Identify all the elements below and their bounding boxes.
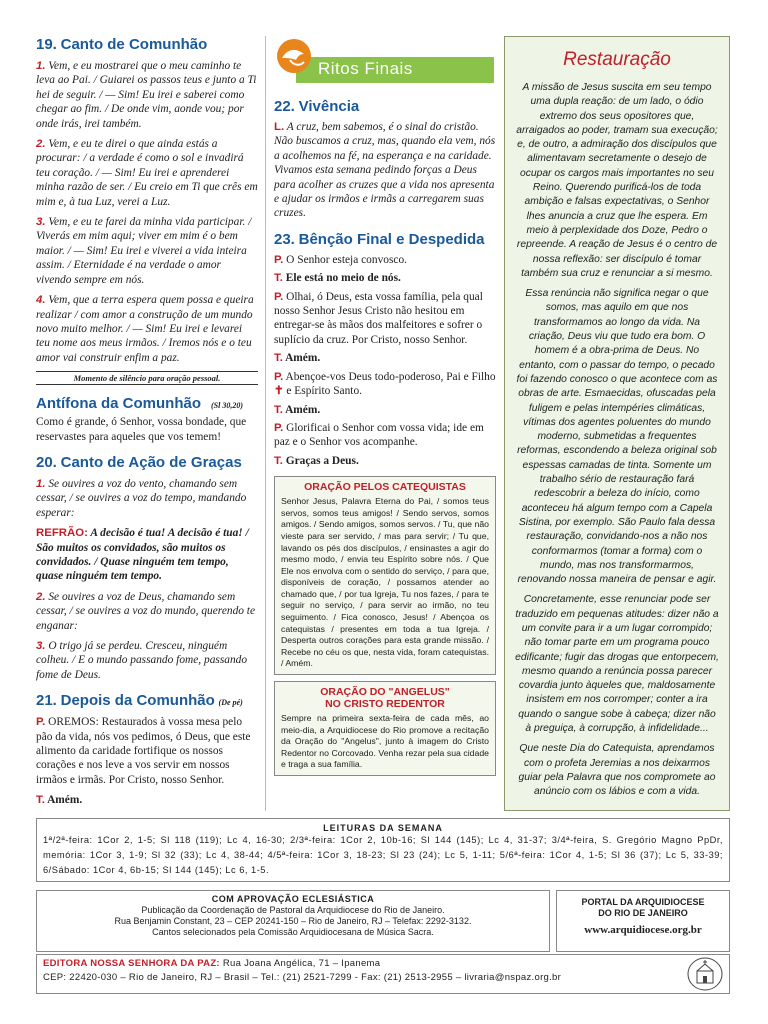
speaker-mark: P. (274, 421, 284, 434)
reflection-text: A cruz, bem sabemos, é o sinal do cristão. Não buscamos a cruz, mas, quando ela vem, nós a acolhemos na fé, na esperança e na caridade. Vivamos esta semana pedindo forças a Deus para acolher as cruzes que a vida nos apresenta e ajudar os irmãos e irmãs a carregarem suas cruzes. (274, 121, 496, 220)
verse-text: O trigo já se perdeu. Cresceu, ninguém colheu. / E o mundo passando fome, passando fome de Deus. (36, 640, 248, 681)
approval-line: Publicação da Coordenação de Pastoral da Arquidiocese do Rio de Janeiro. (141, 905, 445, 915)
line-text: Olhai, ó Deus, esta vossa família, pela qual nosso Senhor Jesus Cristo não hesitou em entregar-se às mãos dos malfeitores e sofrer o suplício da cruz. Por Cristo, nosso Senhor. (274, 290, 483, 346)
banner-bar (296, 57, 494, 83)
verse-text: Vem, que a terra espera quem possa e queira realizar / com amor a construção de um mundo novo muito melhor. / — Sim! Eu irei e levarei teu nome aos meus irmãos. / Iremos nós e o teu amor vai construir enfim a paz. (36, 294, 254, 364)
readings-text: 1ª/2ª-feira: 1Cor 2, 1-5; Sl 118 (119); Lc 4, 16-30; 2/3ª-feira: 1Cor 2, 10b-16; Sl 144 (145); Lc 4, 31-37; 3/4ª-feira, S. Gregório Magno PpDr, memória: 1Cor 3, 1-9; Sl 32 (33); Lc 4, 38-44; 4/5ª-feira: 1Cor 3, 18-23; Sl 23 (24); Lc 5, 1-11; 5/6ª-feira: 1Cor 4, 1-5; Sl 36 (37); Lc 5, 33-39; 6/Sábado: 1Cor 4, 6b-15; Sl 144 (145); Lc 6, 1-5. (43, 835, 723, 875)
publisher-address: Rua Joana Angélica, 71 – Ipanema (222, 958, 381, 969)
portal-line: DO RIO DE JANEIRO (598, 908, 688, 918)
dialogue-line (274, 290, 496, 348)
verse-number: 2. (36, 590, 46, 603)
line-text: Abençoe-vos Deus todo-poderoso, Pai e Filho (285, 370, 496, 383)
paragraph: A missão de Jesus suscita em seu tempo uma dupla reação: de um lado, o ódio extremo dos seus opositores que, arraigados ao poder, tramam sua execução; e, de outro, a admiração dos discípulos que alimentavam secretamente o desejo de ocupar os cargos mais importantes no seu Reino. Querendo purificá-los de toda ambição e falsas expectativas, o Senhor lhes anuncia a cruz que lhe espera. Em meio à perplexidade dos Doze, Pedro o repreende. A reação de Jesus é o centro de nossa reflexão: ser discípulo é tomar também sua cruz e renunciar a si mesmo. (516, 82, 718, 279)
approval-box (36, 890, 550, 952)
speaker-mark: T. (274, 352, 283, 365)
paragraph: Concretamente, esse renunciar pode ser traduzido em pequenas atitudes: dizer não a um convite para ir a um lugar corrompido; não tomar parte em um programa pouco edificante; fugir das drogas que entorpecem, mesmo quando a renúncia possa parecer covardia junto àqueles que, maldosamente insistem em nos corromper; conter a ira quando o sangue sobe à cabeça; dizer não à preguiça, à corrupção, à infidelidade... (515, 594, 719, 735)
section-title: Vivência (298, 98, 360, 115)
speaker-mark: P. (274, 370, 284, 383)
cross-icon: ✝ (274, 385, 284, 398)
approval-line: Cantos selecionados pela Comissão Arquidiocesana de Música Sacra. (152, 927, 434, 937)
response-text: Amém. (47, 794, 83, 807)
verse-3 (36, 215, 258, 287)
prayer-catechists-box (274, 476, 496, 675)
line-text-tail: e Espírito Santo. (286, 385, 363, 398)
speaker-mark: L. (274, 121, 285, 133)
angelus-box (274, 681, 496, 776)
antifona-title: Antífona da Comunhão (36, 395, 201, 413)
portal-box (556, 890, 730, 952)
section-title: Depois da Comunhão (60, 692, 215, 710)
dialogue-line (274, 403, 496, 417)
verse-2 (36, 137, 258, 209)
verse-number: 1. (36, 60, 46, 72)
section-23-heading (274, 231, 496, 249)
antifona-text: Como é grande, ó Senhor, vossa bondade, que reservastes para aqueles que vos temem! (36, 416, 247, 443)
readings-title: LEITURAS DA SEMANA (323, 823, 443, 833)
section-20-heading (36, 454, 258, 472)
refrain-text: A decisão é tua! A decisão é tua! / São muitos os convidados, são muitos os convidados. / Quase ninguém tem tempo, quase ninguém tem tempo. (36, 527, 249, 583)
verse-number: 2. (36, 138, 46, 151)
line-text: Ele está no meio de nós. (285, 272, 401, 285)
section-title: Bênção Final e Despedida (298, 230, 485, 248)
section-number: 21. (36, 692, 57, 710)
verse-text: Se ouvires a voz de Deus, chamando sem cessar, / se ouvires a voz do mundo, querendo te enganar: (36, 590, 256, 632)
section-ref: (De pé) (218, 698, 243, 708)
silence-note: Momento de silêncio para oração pessoal. (36, 371, 258, 385)
verse-text: Vem, e eu mostrarei que o meu caminho te leva ao Pai. / Guiarei os passos teus e junto a Ti hei de seguir. / — Sim! Eu irei e saberei como chegar ao fim. / De onde vim, aonde vou; por onde irás, irei também. (36, 60, 257, 130)
section-number: 19. (36, 36, 57, 53)
section-title: Canto de Ação de Graças (60, 453, 242, 471)
section-21-heading (36, 692, 258, 710)
prayer-after-communion (36, 715, 258, 787)
portal-line: PORTAL DA ARQUIDIOCESE (581, 897, 705, 907)
section-number: 22. (274, 98, 295, 115)
s20-verse-1 (36, 477, 258, 520)
verse-number: 3. (36, 216, 46, 229)
speaker-mark: P. (274, 290, 284, 303)
dialogue-line (274, 421, 496, 450)
verse-1 (36, 59, 258, 131)
dialogue-line (274, 253, 496, 267)
section-number: 20. (36, 453, 57, 471)
dialogue-line (274, 351, 496, 365)
section-22-heading (274, 98, 496, 116)
approval-line: Rua Benjamin Constant, 23 – CEP 20241-150 – Rio de Janeiro, RJ – Telefax: 2292-3132. (114, 916, 472, 926)
verse-number: 1. (36, 477, 46, 490)
section-banner (274, 34, 496, 78)
paragraph: Que neste Dia do Catequista, aprendamos com o profeta Jeremias a nos deixarmos guiar pela Palavra que nos compromete ao anúncio com os lábios e com a vida. (518, 743, 716, 798)
s20-verse-3 (36, 639, 258, 682)
column-left (36, 36, 258, 808)
dove-icon (274, 36, 314, 76)
box-text: Sempre na primeira sexta-feira de cada mês, ao meio-dia, a Arquidiocese do Rio promove a recitação da Oração do "Angelus", junto à imagem do Cristo Redentor no Corcovado. Venha rezar pela sua cidade e traga a sua família. (281, 713, 489, 770)
dialogue-line (274, 370, 496, 399)
speaker-mark: P. (36, 716, 46, 729)
line-text: Glorificai o Senhor com vossa vida; ide em paz e o Senhor vos acompanhe. (274, 421, 484, 449)
section-number: 23. (274, 230, 295, 248)
portal-url[interactable]: www.arquidiocese.org.br (584, 924, 702, 936)
publisher-box (36, 954, 730, 994)
blessing-dialogue (274, 253, 496, 468)
column-divider (265, 36, 266, 811)
restauracao-panel (504, 36, 730, 811)
vivencia-text (274, 120, 496, 221)
song-verses (36, 59, 258, 365)
publisher-line-2: CEP: 22420-030 – Rio de Janeiro, RJ – Brasil – Tel.: (21) 2521-7299 - Fax: (21) 2513-2955 – livraria@nspaz.org.br (43, 972, 562, 983)
s20-verse-2 (36, 590, 258, 633)
prayer-text: OREMOS: Restaurados à vossa mesa pelo pão da vida, nós vos pedimos, ó Deus, que este alimento da caridade fortifique os nossos corações e nos leve a vos servir em nossos irmãos e irmãs. Por Cristo, nosso Senhor. (36, 716, 251, 786)
paragraph: Essa renúncia não significa negar o que somos, mas aquilo em que nos transformamos ao longo da vida. Na criação, Deus viu que tudo era bom. O homem é a obra-prima de Deus. No entanto, com o passar do tempo, o pecado foi fazendo conosco o que acontece com as obras de arte. Esmaecidas, ofuscadas pela fuligem e pelas intempéries climáticas, vítimas dos agentes poluentes do mundo moderno, submetidas a frequentes reformas, escondendo a beleza original sob espessas camadas de tinta. Somente um trabalho sério de restauração fará redescobrir a beleza do início, como aconteceu há algum tempo com a Capela Sistina, por exemplo. São Paulo fala dessa restauração, convidando-nos a não nos conformarmos (tomar a forma) com o mundo, mas nos transformarmos, renovando nossa maneira de pensar e agir. (516, 288, 718, 586)
line-text: Amém. (285, 352, 321, 365)
publisher-line-1 (43, 957, 723, 971)
verse-number: 3. (36, 640, 46, 652)
box-title: ORAÇÃO PELOS CATEQUISTAS (304, 481, 466, 494)
line-text: Graças a Deus. (285, 454, 359, 467)
church-logo-icon (687, 957, 723, 991)
dialogue-line (274, 271, 496, 285)
panel-title: Restauração (563, 49, 671, 70)
section-title: Canto de Comunhão (60, 36, 208, 53)
box-title-2: NO CRISTO REDENTOR (325, 698, 445, 711)
box-text: Senhor Jesus, Palavra Eterna do Pai, / somos teus servos, somos teus amigos! / Sendo servos, somos amigos. / Sendo amigos, somos servos. / Tu, que não vieste para ser servido, / mas para servir; / Tu que, lavando os pés dos discípulos, / ensinastes a agir do mesmo modo, / envia teu Espírito sobre nós. / Que Ele nos envolva com o sentido do serviço, / para que, disponíveis de coração, / possamos atender ao chamado que, / por tua Igreja, Tu nos fazes, / para te seguir no serviço, / para servir ao irmão, no teu seguimento. / Fica conosco, Jesus! / Abençoa os catequistas / presentes em toda a tua Igreja. / Desperta outros corações para esta grande missão. / Recebe no céu os que, nesta vida, foram catequistas. / Amém. (281, 496, 489, 669)
response-amen (36, 793, 258, 807)
speaker-mark: T. (274, 272, 283, 285)
verse-text: Vem, e eu te direi o que ainda estás a procurar: / a verdade é como o sol e invadirá teu coração. / — Sim! Eu irei e aprenderei minha razão de ser. / Eu creio em Ti que crês em mim e, à tua Luz, verei a Luz. (36, 138, 258, 208)
speaker-mark: T. (36, 794, 45, 807)
verse-number: 4. (36, 294, 46, 307)
refrain (36, 526, 258, 584)
box-title-1: ORAÇÃO DO "ANGELUS" (320, 686, 450, 699)
speaker-mark: T. (274, 454, 283, 467)
banner-title: Ritos Finais (318, 59, 413, 78)
antifona-heading (36, 395, 258, 413)
publisher-name: EDITORA NOSSA SENHORA DA PAZ: (43, 958, 220, 969)
verse-text: Vem, e eu te farei da minha vida participar. / Viverás em mim aqui; viver em mim é o bem maior. / — Sim! Eu irei e viverei a vida inteira assim. / Eternidade é na verdade o amor vivendo sempre em nós. (36, 216, 252, 286)
speaker-mark: P. (274, 253, 284, 266)
refrain-label: REFRÃO: (36, 527, 88, 540)
verse-4 (36, 293, 258, 365)
dialogue-line (274, 454, 496, 468)
weekly-readings (36, 818, 730, 882)
line-text: O Senhor esteja convosco. (286, 253, 407, 266)
verse-text: Se ouvires a voz do vento, chamando sem cessar, / se ouvires a voz do tempo, mandando esperar: (36, 477, 247, 519)
column-middle (274, 34, 496, 776)
approval-title: COM APROVAÇÃO ECLESIÁSTICA (211, 894, 375, 904)
antifona-ref: (Sl 30,20) (211, 401, 243, 411)
line-text: Amém. (285, 403, 321, 416)
section-19-heading (36, 36, 258, 54)
speaker-mark: T. (274, 403, 283, 416)
